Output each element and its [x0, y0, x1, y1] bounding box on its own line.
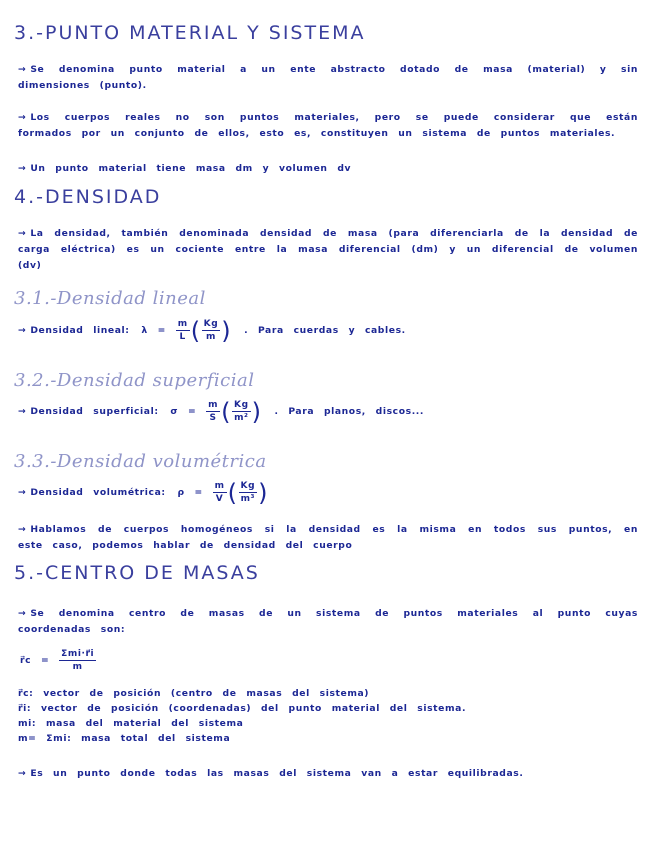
arrow-bullet-icon: → — [18, 325, 27, 336]
subsection-title-densidad-lineal: 3.1.-Densidad lineal — [14, 288, 206, 309]
fraction-m-over-v: $\frac{m}{V}$ — [214, 481, 225, 504]
arrow-bullet-icon: → — [18, 163, 27, 174]
paragraph-cuerpos-homogeneos: → Hablamos de cuerpos homogéneos si la densidad es la misma en todos sus puntos, en este caso, podemos hablar de densidad del cuerpo — [18, 524, 638, 551]
units-fraction: $\frac{Kg}{m}$ — [203, 319, 219, 342]
formula-densidad-lineal: → Densidad lineal: λ = $\frac{m}{L}$ ( $\frac{Kg}{m}$ ) . Para cuerdas y cables. — [18, 316, 406, 345]
formula-densidad-superficial: → Densidad superficial: σ = $\frac{m}{S}$ ( $\frac{Kg}{\text{m²}}$ ) . Para planos, discos... — [18, 397, 424, 426]
arrow-bullet-icon: → — [18, 112, 27, 123]
equation-sigma: σ = $\frac{m}{S}$ ( $\frac{Kg}{\text{m²}}$ ) — [170, 397, 262, 426]
arrow-bullet-icon: → — [18, 487, 27, 498]
equation-lambda: λ = $\frac{m}{L}$ ( $\frac{Kg}{m}$ ) — [141, 316, 232, 345]
section-title-centro-masas: 5.-CENTRO DE MASAS — [14, 562, 260, 584]
arrow-bullet-icon: → — [18, 768, 27, 779]
paragraph-centro-masas-def: → Se denomina centro de masas de un sistema de puntos materiales al punto cuyas coordenadas son: — [18, 608, 638, 635]
arrow-bullet-icon: → — [18, 64, 27, 75]
formula-centro-masas: r⃗c = $\frac{\text{Σmi·r⃗i}}{m}$ — [20, 649, 95, 672]
paragraph-masa-volumen: → Un punto material tiene masa dm y volumen dv — [18, 163, 352, 174]
fraction-m-over-l: $\frac{m}{L}$ — [177, 319, 188, 342]
equation-rho: ρ = $\frac{m}{V}$ ( $\frac{Kg}{\text{m³}}$ ) — [177, 478, 269, 507]
definitions-list — [18, 686, 466, 746]
definition-m-total: m= Σmi: masa total del sistema — [18, 733, 231, 744]
fraction-m-over-s: $\frac{m}{S}$ — [208, 400, 219, 423]
arrow-bullet-icon: → — [18, 406, 27, 417]
arrow-bullet-icon: → — [18, 524, 27, 535]
formula-densidad-volumetrica: → Densidad volumétrica: ρ = $\frac{m}{V}$ ( $\frac{Kg}{\text{m³}}$ ) — [18, 478, 269, 507]
section-title-punto-material: 3.-PUNTO MATERIAL Y SISTEMA — [14, 22, 366, 44]
subsection-title-densidad-superficial: 3.2.-Densidad superficial — [14, 370, 255, 391]
units-fraction: $\frac{Kg}{\text{m²}}$ — [234, 400, 249, 423]
definition-rc: r⃗c: vector de posición (centro de masas del sistema) — [18, 688, 370, 699]
paragraph-cuerpos-reales: → Los cuerpos reales no son puntos materiales, pero se puede considerar que están formados por un conjunto de ellos, esto es, constituyen un sistema de puntos materiales. — [18, 112, 638, 139]
paragraph-equilibrio: → Es un punto donde todas las masas del sistema van a estar equilibradas. — [18, 768, 524, 779]
section-title-densidad: 4.-DENSIDAD — [14, 186, 162, 208]
paragraph-densidad-def: → La densidad, también denominada densidad de masa (para diferenciarla de la densidad de carga eléctrica) es un cociente entre la masa diferencial (dm) y un diferencial de volumen (dv) — [18, 228, 638, 271]
subsection-title-densidad-volumetrica: 3.3.-Densidad volumétrica — [14, 451, 267, 472]
arrow-bullet-icon: → — [18, 228, 27, 239]
paragraph-punto-material-def: → Se denomina punto material a un ente abstracto dotado de masa (material) y sin dimensiones (punto). — [18, 64, 638, 91]
definition-ri: r⃗i: vector de posición (coordenadas) del punto material del sistema. — [18, 703, 467, 714]
fraction-sum-mi-ri-over-m: $\frac{\text{Σmi·r⃗i}}{m}$ — [61, 649, 95, 672]
units-fraction: $\frac{Kg}{\text{m³}}$ — [240, 481, 256, 504]
arrow-bullet-icon: → — [18, 608, 27, 619]
definition-mi: mi: masa del material del sistema — [18, 718, 244, 729]
